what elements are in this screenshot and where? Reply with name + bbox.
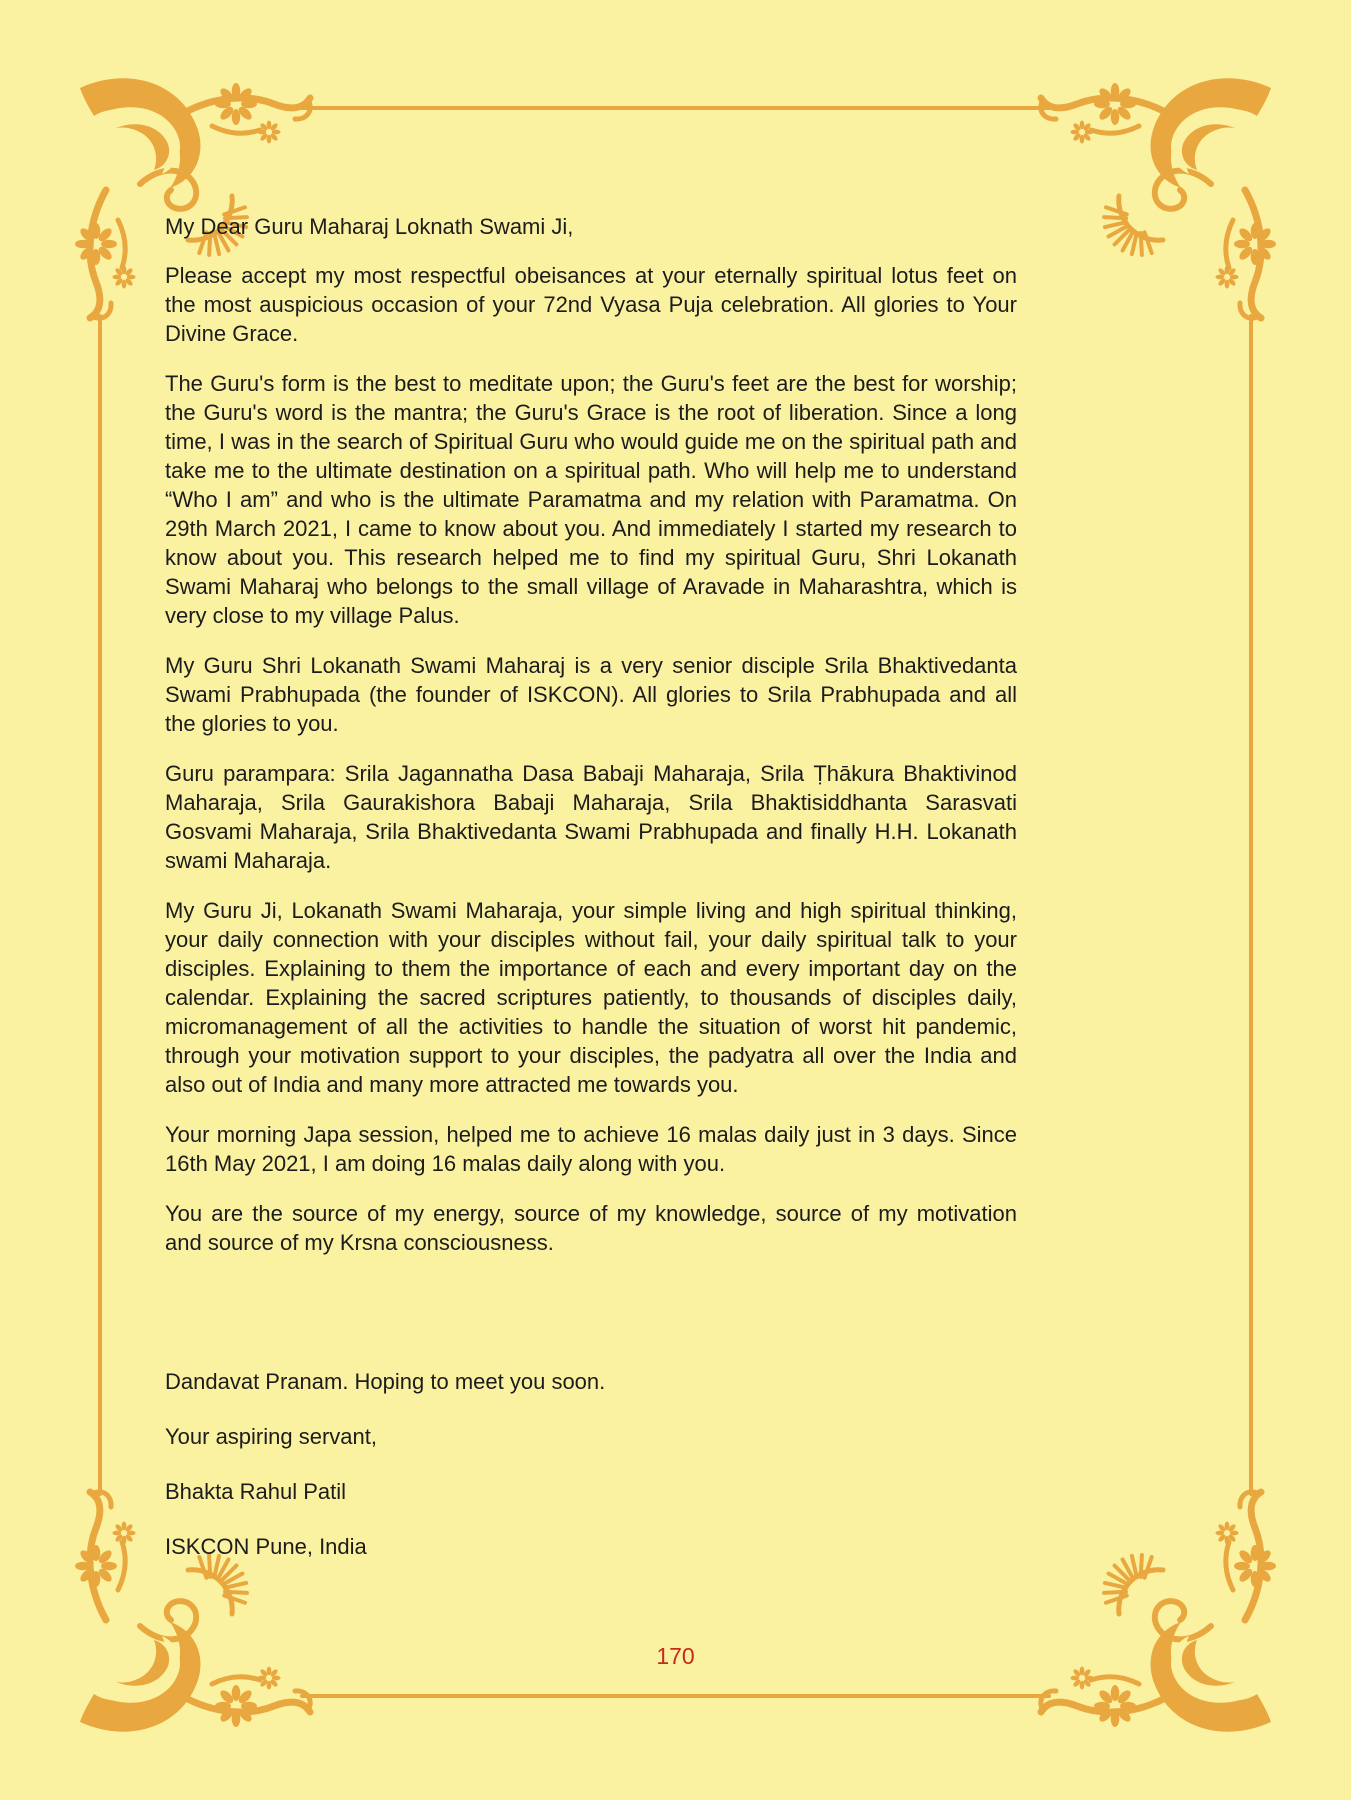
closing-line: Bhakta Rahul Patil xyxy=(165,1479,346,1504)
letter-paragraph: My Guru Shri Lokanath Swami Maharaj is a very senior disciple Srila Bhaktivedanta Swami Prabhupada (the founder of ISKCON). All glories to Srila Prabhupada and all the glories to you. xyxy=(165,653,1017,736)
letter-paragraph: You are the source of my energy, source of my knowledge, source of my motivation and source of my Krsna consciousness. xyxy=(165,1201,1017,1255)
closing-line: ISKCON Pune, India xyxy=(165,1534,367,1559)
letter-body xyxy=(165,212,1017,1587)
frame-line-top xyxy=(300,106,1051,110)
page-number: 170 xyxy=(656,1643,695,1669)
letter-paragraph: The Guru's form is the best to meditate upon; the Guru's feet are the best for worship; the Guru's word is the mantra; the Guru's Grace is the root of liberation. Since a long time, I was in the search of Spiritual Guru who would guide me on the spiritual path and take me to the ultimate destination on a spiritual path. Who will help me to understand “Who I am” and who is the ultimate Paramatma and my relation with Paramatma. On 29th March 2021, I came to know about you. And immediately I started my research to know about you. This research helped me to find my spiritual Guru, Shri Lokanath Swami Maharaj who belongs to the small village of Aravade in Maharashtra, which is very close to my village Palus. xyxy=(165,371,1017,628)
corner-flourish-icon xyxy=(1037,1488,1287,1738)
frame-line-left xyxy=(98,314,102,1496)
frame-line-right xyxy=(1249,314,1253,1496)
letter-paragraph: My Guru Ji, Lokanath Swami Maharaja, your simple living and high spiritual thinking, your daily connection with your disciples without fail, your daily spiritual talk to your disciples. Explaining to them the importance of each and every important day on the calendar. Explaining the sacred scriptures patiently, to thousands of disciples daily, micromanagement of all the activities to handle the situation of worst hit pandemic, through your motivation support to your disciples, the padyatra all over the India and also out of India and many more attracted me towards you. xyxy=(165,898,1017,1097)
letter-paragraph: Guru parampara: Srila Jagannatha Dasa Babaji Maharaja, Srila Ṭhākura Bhaktivinod Maharaja, Srila Gaurakishora Babaji Maharaja, Srila Bhaktisiddhanta Sarasvati Gosvami Maharaja, Srila Bhaktivedanta Swami Prabhupada and finally H.H. Lokanath swami Maharaja. xyxy=(165,761,1017,873)
closing-line: Your aspiring servant, xyxy=(165,1424,377,1449)
closing-line: Dandavat Pranam. Hoping to meet you soon. xyxy=(165,1369,606,1394)
letter-paragraph: Your morning Japa session, helped me to achieve 16 malas daily just in 3 days. Since 16th May 2021, I am doing 16 malas daily along with you. xyxy=(165,1122,1017,1176)
letter-salutation: My Dear Guru Maharaj Loknath Swami Ji, xyxy=(165,214,574,239)
corner-flourish-icon xyxy=(1037,72,1287,322)
frame-line-bottom xyxy=(300,1694,1051,1698)
letter-paragraph: Please accept my most respectful obeisances at your eternally spiritual lotus feet on the most auspicious occasion of your 72nd Vyasa Puja celebration. All glories to Your Divine Grace. xyxy=(165,263,1017,346)
letter-closing xyxy=(165,1367,1017,1561)
